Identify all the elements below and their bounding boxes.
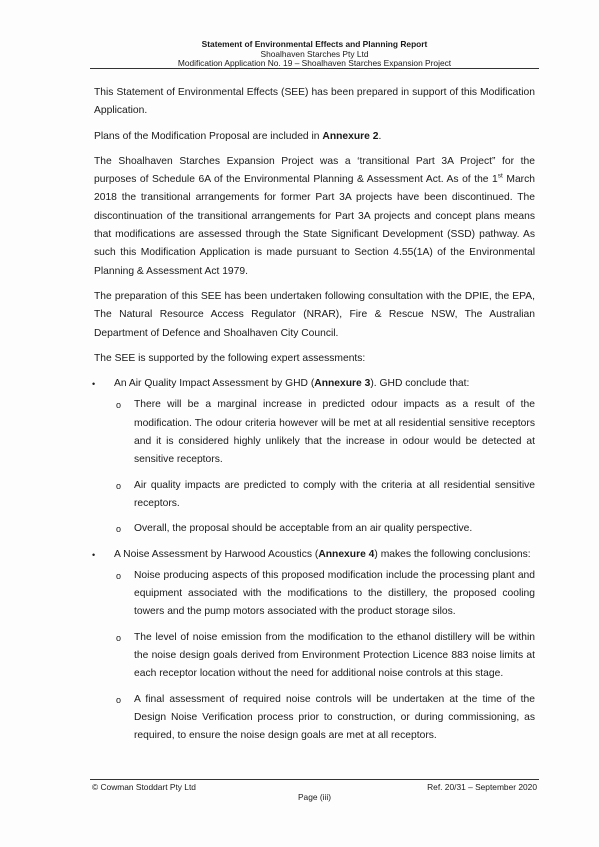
- sublist-item-text: There will be a marginal increase in predicted odour impacts as a result of the modification. The odour criteria however will be met at all residential sensitive receptors and it is considered highly unlikely that the increase in odour would be detected at sensitive receptors.: [134, 399, 535, 466]
- bullet-icon: •: [92, 379, 96, 390]
- sub-bullet-icon: o: [116, 524, 122, 535]
- bullet-icon: •: [92, 549, 96, 560]
- plans-text: Plans of the Modification Proposal are included in: [94, 130, 323, 142]
- noise-text-end: ) makes the following conclusions:: [374, 548, 531, 560]
- sublist-item-text: A final assessment of required noise controls will be undertaken at the time of the Design Noise Verification process prior to construction, or during commissioning, as required, to ensure the noise design goals are met at all receptors.: [134, 693, 535, 742]
- document-body: [94, 84, 535, 753]
- header-project: Modification Application No. 19 – Shoalhaven Starches Expansion Project: [177, 58, 452, 68]
- footer-reference: Ref. 20/31 – September 2020: [427, 782, 537, 792]
- air-quality-sublist: [114, 396, 535, 538]
- header-rule: [90, 68, 539, 69]
- transitional-text-b: March 2018 the transitional arrangements for former Part 3A projects have been discontinued. The discontinuation of the transitional arrangements for Part 3A projects and concept plans means that modifications are assessed through the State Significant Development (SSD) pathway. As such this Modification Application is made pursuant to Section 4.55(1A) of the Environmental Planning & Assessment Act 1979.: [94, 174, 535, 277]
- sublist-item: [114, 567, 535, 622]
- footer-rule: [90, 779, 539, 780]
- sub-bullet-icon: o: [116, 480, 122, 491]
- ordinal-suffix: st: [497, 172, 503, 180]
- sublist-item: [114, 477, 535, 514]
- sublist-item-text: Air quality impacts are predicted to comply with the criteria at all residential sensitive receptors.: [134, 479, 535, 509]
- sublist-item: [114, 396, 535, 469]
- plans-annexure: Annexure 2: [322, 130, 379, 142]
- paragraph-plans: [94, 128, 535, 146]
- noise-annexure: Annexure 4: [318, 548, 375, 560]
- sub-bullet-icon: o: [116, 694, 122, 705]
- plans-end: .: [378, 130, 382, 142]
- sublist-item-text: Overall, the proposal should be acceptable from an air quality perspective.: [134, 523, 473, 535]
- header-company: Shoalhaven Starches Pty Ltd: [260, 49, 369, 59]
- air-quality-text: An Air Quality Impact Assessment by GHD (: [114, 378, 315, 390]
- header-title: Statement of Environmental Effects and Planning Report: [201, 39, 428, 49]
- paragraph-transitional: [94, 153, 535, 281]
- paragraph-assessments-intro: The SEE is supported by the following expert assessments:: [94, 352, 366, 364]
- sublist-item-text: The level of noise emission from the modification to the ethanol distillery will be within the noise design goals derived from Environment Protection Licence 883 noise limits at each receptor location without the need for additional noise controls at this stage.: [134, 631, 535, 680]
- sub-bullet-icon: o: [116, 570, 122, 581]
- sublist-item-text: Noise producing aspects of this proposed modification include the processing plant and equipment associated with the modifications to the distillery, the proposed cooling towers and the pump motors associated with the product storage silos.: [134, 569, 535, 618]
- sublist-item: [114, 520, 535, 538]
- list-item-air-quality: [94, 375, 535, 538]
- air-quality-text-end: ). GHD conclude that:: [370, 378, 470, 390]
- sub-bullet-icon: o: [116, 632, 122, 643]
- paragraph-consultation: The preparation of this SEE has been undertaken following consultation with the DPIE, the EPA, The Natural Resource Access Regulator (NRAR), Fire & Rescue NSW, The Australian Department of Defence and Shoalhaven City Council.: [94, 290, 535, 339]
- sublist-item: [114, 629, 535, 684]
- transitional-text-a: The Shoalhaven Starches Expansion Project was a ‘transitional Part 3A Project” for the purposes of Schedule 6A of the Environmental Planning & Assessment Act. As of the 1: [94, 155, 535, 186]
- noise-sublist: [114, 567, 535, 746]
- assessment-list: [94, 375, 535, 745]
- paragraph-intro: This Statement of Environmental Effects (SEE) has been prepared in support of this Modification Application.: [94, 87, 535, 117]
- list-item-noise: [94, 546, 535, 746]
- page-number: Page (iii): [297, 792, 332, 802]
- sub-bullet-icon: o: [116, 400, 122, 411]
- footer-copyright: © Cowman Stoddart Pty Ltd: [92, 782, 196, 792]
- sublist-item: [114, 691, 535, 746]
- noise-text: A Noise Assessment by Harwood Acoustics (: [114, 548, 319, 560]
- air-quality-annexure: Annexure 3: [314, 378, 371, 390]
